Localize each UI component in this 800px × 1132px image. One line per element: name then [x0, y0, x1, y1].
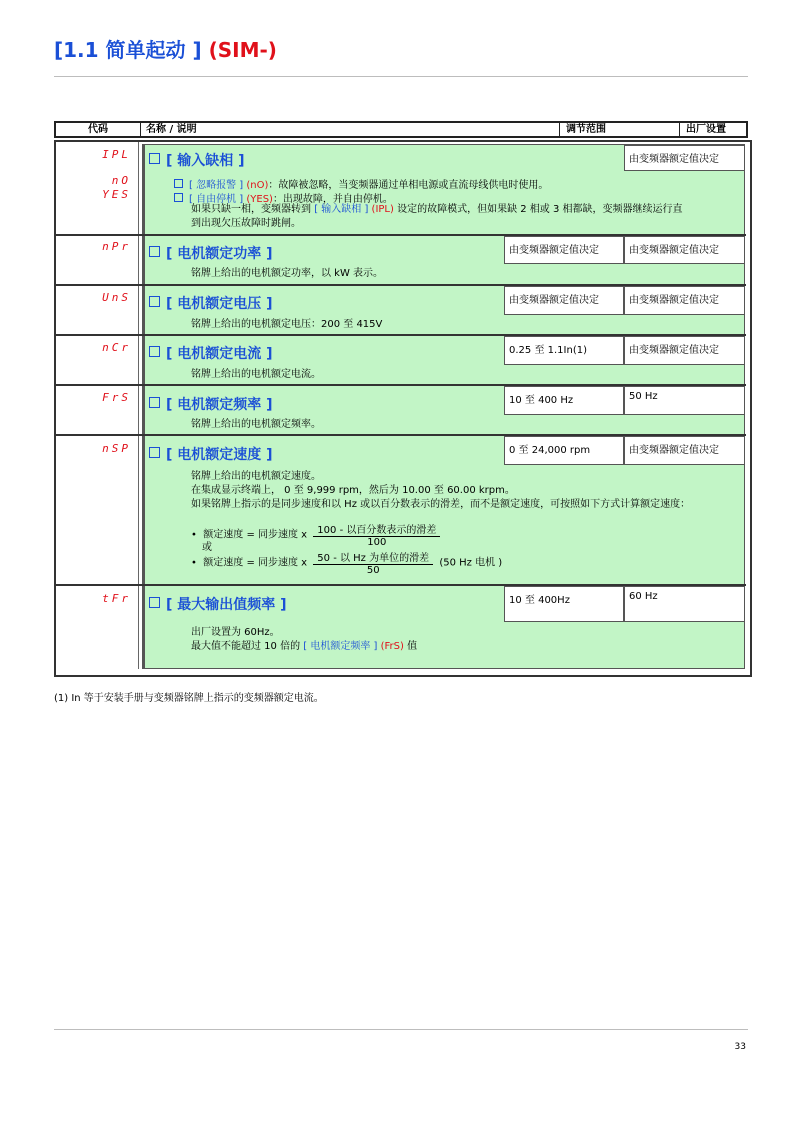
code-no: nO [111, 174, 131, 187]
code-column [56, 142, 138, 668]
desc-ncr: 铭牌上给出的电机额定电流。 [191, 369, 321, 380]
ipl-note: 如果只缺一相，变频器转到 [ 输入缺相 ] (IPL) 设定的故障模式，但如果缺 2 相或 3 相都缺，变频器继续运行直 到出现欠压故障时跳闸。 [191, 204, 683, 229]
range-nsp: 0 至 24,000 rpm [504, 436, 624, 465]
code-tfr: tFr [102, 592, 131, 605]
default-ncr: 由变频器额定值决定 [624, 336, 745, 365]
default-npr: 由变频器额定值决定 [624, 236, 745, 264]
code-npr: nPr [102, 240, 131, 253]
default-frs: 50 Hz [624, 386, 745, 415]
header-code: 代码 [56, 123, 141, 136]
default-uns: 由变频器额定值决定 [624, 286, 745, 315]
default-ipl: 由变频器额定值决定 [624, 145, 745, 171]
range-frs: 10 至 400 Hz [504, 386, 624, 415]
param-name-nsp: [ 电机额定速度 ] [149, 444, 273, 464]
code-nsp: nSP [102, 442, 131, 455]
checkbox-icon [149, 597, 160, 608]
header-range: 调节范围 [560, 123, 680, 136]
code-ipl: IPL [102, 148, 131, 161]
default-tfr: 60 Hz [624, 586, 745, 622]
formula-or: 或 [202, 542, 212, 553]
range-uns: 由变频器额定值决定 [504, 286, 624, 315]
param-name-ncr: [ 电机额定电流 ] [149, 343, 273, 363]
checkbox-icon [149, 296, 160, 307]
header-name: 名称 / 说明 [140, 123, 560, 136]
param-name-npr: [ 电机额定功率 ] [149, 243, 273, 263]
code-frs: FrS [102, 391, 131, 404]
param-name-uns: [ 电机额定电压 ] [149, 293, 273, 313]
desc-npr: 铭牌上给出的电机额定功率，以 kW 表示。 [191, 268, 384, 279]
page-title: [1.1 简单起动 ] (SIM-) [54, 38, 277, 62]
desc-nsp: 铭牌上给出的电机额定速度。 在集成显示终端上， 0 至 9,999 rpm，然后为 10.00 至 60.00 krpm。 如果铭牌上指示的是同步速度和以 Hz 或以百分数表示的滑差，而不是额定速度，可按照如下方式计算额定速度： [191, 471, 691, 510]
range-tfr: 10 至 400Hz [504, 586, 624, 622]
code-yes: YES [102, 188, 131, 201]
fraction: $\frac{\text{100 - 以百分数表示的滑差}}{100}$ [313, 521, 440, 548]
param-name-ipl: [ 输入缺相 ] [149, 150, 245, 170]
option-no: [ 忽略报警 ] (nO)：故障被忽略，当变频器通过单相电源或直流母线供电时使用。 [174, 176, 548, 191]
code-column-divider [138, 142, 139, 669]
checkbox-icon [149, 346, 160, 357]
option-yes: [ 自由停机 ] (YES)：出现故障，并自由停机。 [174, 190, 393, 205]
param-name-frs: [ 电机额定频率 ] [149, 394, 273, 414]
desc-uns: 铭牌上给出的电机额定电压：200 至 415V [191, 319, 383, 330]
param-name-tfr: [ 最大输出值频率 ] [149, 594, 287, 614]
default-nsp: 由变频器额定值决定 [624, 436, 745, 465]
fraction: $\frac{\text{50 - 以 Hz 为单位的滑差}}{50}$ [313, 549, 433, 576]
page-number: 33 [734, 1042, 746, 1052]
checkbox-icon [149, 397, 160, 408]
checkbox-icon [149, 153, 160, 164]
header-default: 出厂设置 [686, 124, 726, 135]
desc-frs: 铭牌上给出的电机额定频率。 [191, 419, 321, 430]
footnote: (1) In 等于安装手册与变频器铭牌上指示的变频器额定电流。 [54, 693, 324, 704]
desc-tfr: 出厂设置为 60Hz。 最大值不能超过 10 倍的 [ 电机额定频率 ] (FrS) 值 [191, 627, 418, 652]
formula-2: • 额定速度 = 同步速度 x $\frac{\text{50 - 以 Hz 为单位的滑差}}{50}$ (50 Hz 电机 ) [191, 549, 502, 576]
checkbox-icon [149, 447, 160, 458]
range-ncr: 0.25 至 1.1In(1) [504, 336, 624, 365]
checkbox-icon [149, 246, 160, 257]
bottom-divider [54, 1029, 748, 1030]
code-ncr: nCr [102, 341, 131, 354]
code-uns: UnS [102, 291, 131, 304]
table-header [54, 121, 748, 138]
range-npr: 由变频器额定值决定 [504, 236, 624, 264]
top-divider [54, 76, 748, 77]
checkbox-icon [174, 179, 183, 188]
checkbox-icon [174, 193, 183, 202]
formula-1: • 额定速度 = 同步速度 x $\frac{\text{100 - 以百分数表示的滑差}}{100}$ [191, 521, 443, 548]
